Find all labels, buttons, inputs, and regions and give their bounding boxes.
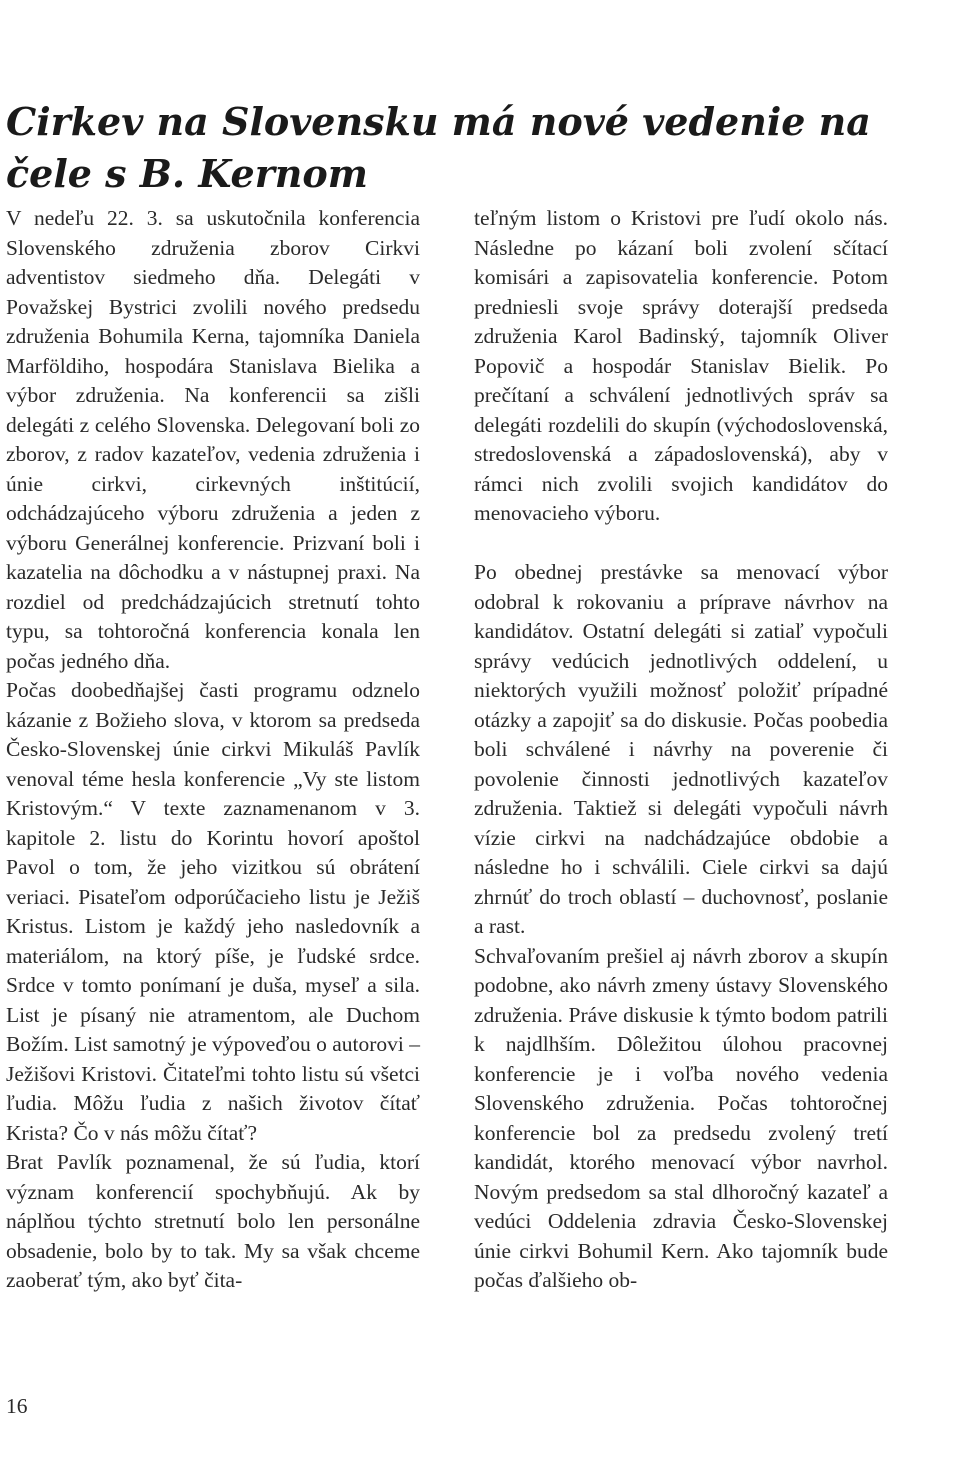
paragraph: Po obednej prestávke sa menovací výbor odobral k rokovaniu a príprave návrhov na kandidátov. Ostatní delegáti si zatiaľ vypočuli správy vedúcich jednotlivých oddelení, u niektorých využili možnosť položiť prípadné otázky a zapojiť sa do diskusie. Počas poobedia boli schválené i návrhy na poverenie či povolenie činnosti jednotlivých kazateľov združenia. Taktiež si delegáti vypočuli návrh vízie cirkvi na nadchádzajúce obdobie a následne ho i schválili. Ciele cirkvi sa dajú zhrnúť do troch oblastí – duchovnosť, poslanie a rast. — [474, 560, 888, 938]
article-title: Cirkev na Slovensku má nové vedenie na čele s B. Kernom — [6, 99, 871, 196]
left-column — [6, 204, 420, 1296]
paragraph: Brat Pavlík poznamenal, že sú ľudia, ktorí význam konferencií spochybňujú. Ak by náplňou týchto stretnutí bolo len personálne obsadenie, bolo by to tak. My sa však chceme zaoberať tým, ako byť čita- — [6, 1150, 420, 1292]
page-number: 16 — [6, 1394, 28, 1418]
paragraph: Schvaľovaním prešiel aj návrh zborov a skupín podobne, ako návrh zmeny ústavy Slovenského združenia. Práve diskusie k týmto bodom patrili k najdlhším. Dôležitou úlohou pracovnej konferencie je i voľba nového vedenia Slovenského združenia. Počas tohtoročnej konferencie bol za predsedu zvolený tretí kandidát, ktorého menovací výbor navrhol. Novým predsedom sa stal dlhoročný kazateľ a vedúci Oddelenia zdravia Česko-Slovenskej únie cirkvi Bohumil Kern. Ako tajomník bude počas ďalšieho ob- — [474, 943, 888, 1292]
paragraph: V nedeľu 22. 3. sa uskutočnila konferencia Slovenského združenia zborov Cirkvi adventistov siedmeho dňa. Delegáti v Považskej Bystrici zvolili nového predsedu združenia Bohumila Kerna, tajomníka Daniela Marföldiho, hospodára Stanislava Bielika a výbor združenia. Na konferencii sa zišli delegáti z celého Slovenska. Delegovaní boli zo zborov, z radov kazateľov, vedenia združenia i únie cirkvi, cirkevných inštitúcií, odchádzajúceho výboru združenia a jeden z výboru Generálnej konferencie. Prizvaní boli i kazatelia na dôchodku a v nástupnej praxi. Na rozdiel od predchádzajúcich stretnutí tohto typu, sa tohtoročná konferencia konala len počas jedného dňa. — [6, 206, 420, 673]
paragraph: teľným listom o Kristovi pre ľudí okolo nás. Následne po kázaní boli zvolení sčítací komisári a zapisovatelia konferencie. Potom predniesli svoje správy doterajší predseda združenia Karol Badinský, tajomník Oliver Popovič a hospodár Stanislav Bielik. Po prečítaní a schválení jednotlivých správ sa delegáti rozdelili do skupín (východoslovenská, stredoslovenská a západoslovenská), aby v rámci nich zvolili svojich kandidátov do menovacieho výboru. — [474, 206, 888, 525]
right-column — [474, 204, 888, 1296]
paragraph: Počas doobedňajšej časti programu odznelo kázanie z Božieho slova, v ktorom sa predseda Česko-Slovenskej únie cirkvi Mikuláš Pavlík venoval téme hesla konferencie „Vy ste listom Kristovým.“ V texte zaznamenanom v 3. kapitole 2. listu do Korintu hovorí apoštol Pavol o tom, že jeho vizitkou sú obrátení veriaci. Pisateľom odporúčacieho listu je Ježiš Kristus. Listom je každý jeho nasledovník a materiálom, na ktorý píše, je ľudské srdce. Srdce v tomto ponímaní je duša, myseľ a sila. List je písaný nie atramentom, ale Duchom Božím. List samotný je výpoveďou o autorovi – Ježišovi Kristovi. Čitateľmi tohto listu sú všetci ľudia. Môžu ľudia z našich životov čítať Krista? Čo v nás môžu čítať? — [6, 678, 420, 1145]
